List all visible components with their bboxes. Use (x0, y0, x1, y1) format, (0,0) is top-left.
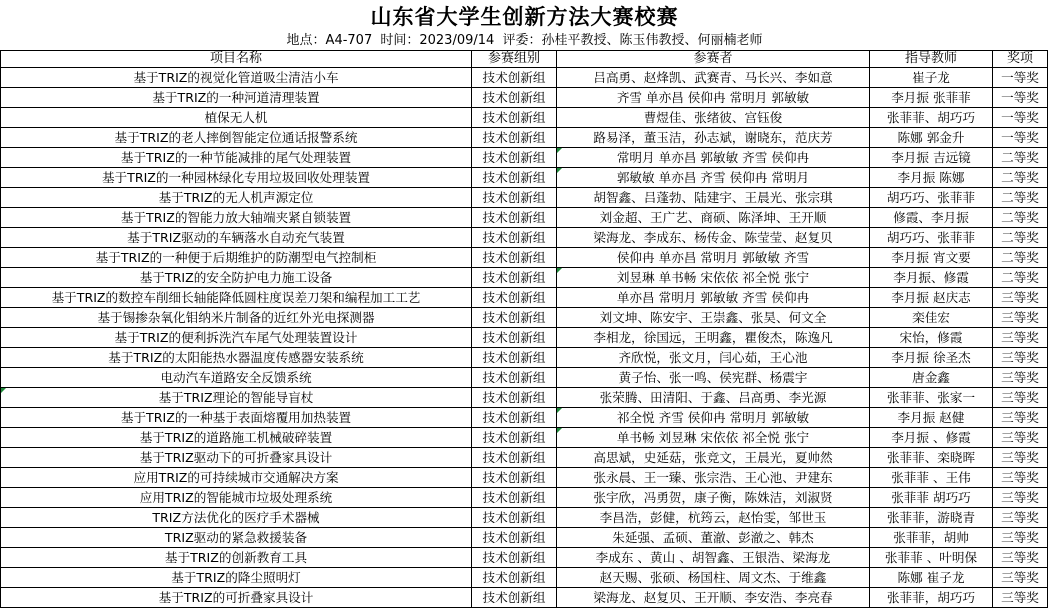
group-cell[interactable]: 技术创新组 (472, 368, 557, 388)
advisor-cell[interactable]: 宋怡，修霞 (870, 328, 993, 348)
project-name-cell[interactable]: 基于TRIZ理论的智能导盲杖 (1, 388, 472, 408)
award-cell[interactable]: 一等奖 (993, 128, 1048, 148)
column-header-project[interactable]: 项目名称 (1, 51, 472, 68)
cell-error-marker-icon (557, 268, 562, 273)
table-row (1, 468, 1048, 488)
advisor-cell[interactable]: 李月振 、修霞 (870, 428, 993, 448)
group-cell[interactable]: 技术创新组 (472, 448, 557, 468)
advisor-cell[interactable]: 修霞、李月振 (870, 208, 993, 228)
group-cell[interactable]: 技术创新组 (472, 268, 557, 288)
members-cell[interactable]: 李相龙，徐国远，王明鑫，瞿俊杰，陈逸凡 (557, 328, 870, 348)
group-cell[interactable]: 技术创新组 (472, 248, 557, 268)
members-cell[interactable]: 路易泽，董玉洁，孙志斌，谢晓东，范庆芳 (557, 128, 870, 148)
table-row (1, 68, 1048, 88)
advisor-cell[interactable]: 李月振 陈娜 (870, 168, 993, 188)
table-row (1, 328, 1048, 348)
members-cell[interactable]: 梁海龙、李成东、杨传金、陈莹莹、赵复贝 (557, 228, 870, 248)
project-name-cell[interactable]: 基于TRIZ的老人摔倒智能定位通话报警系统 (1, 128, 472, 148)
group-cell[interactable]: 技术创新组 (472, 208, 557, 228)
award-cell[interactable]: 三等奖 (993, 548, 1048, 568)
cell-error-marker-icon (1, 388, 6, 393)
members-cell[interactable]: 侯仰冉 单亦昌 常明月 郭敏敏 齐雪 (557, 248, 870, 268)
members-cell[interactable]: 单书畅 刘昱琳 宋依依 祁全悦 张宁 (557, 428, 870, 448)
advisor-cell[interactable]: 张菲菲、张家一 (870, 388, 993, 408)
members-cell[interactable]: 张荣腾、田清阳、于鑫、吕高勇、李光源 (557, 388, 870, 408)
members-cell[interactable]: 常明月 单亦昌 郭敏敏 齐雪 侯仰冉 (557, 148, 870, 168)
advisor-cell[interactable]: 张菲菲 、王伟 (870, 468, 993, 488)
advisor-cell[interactable]: 李月振 张菲菲 (870, 88, 993, 108)
advisor-cell[interactable]: 栾佳宏 (870, 308, 993, 328)
advisor-cell[interactable]: 李月振 吉远镜 (870, 148, 993, 168)
table-row (1, 148, 1048, 168)
table-row (1, 488, 1048, 508)
award-cell[interactable]: 三等奖 (993, 348, 1048, 368)
members-cell[interactable]: 郭敏敏 单亦昌 齐雪 侯仰冉 常明月 (557, 168, 870, 188)
group-cell[interactable]: 技术创新组 (472, 388, 557, 408)
project-name-cell[interactable]: 基于TRIZ的安全防护电力施工设备 (1, 268, 472, 288)
group-cell[interactable]: 技术创新组 (472, 588, 557, 608)
advisor-cell[interactable]: 李月振 赵健 (870, 408, 993, 428)
award-cell[interactable]: 三等奖 (993, 288, 1048, 308)
advisor-cell[interactable]: 李月振 宵文要 (870, 248, 993, 268)
members-cell[interactable]: 齐欣悦，张文月，闫心茹，王心池 (557, 348, 870, 368)
event-info (0, 33, 1049, 49)
advisor-cell[interactable]: 张菲菲、胡巧巧 (870, 108, 993, 128)
award-cell[interactable]: 三等奖 (993, 508, 1048, 528)
members-cell[interactable]: 胡智鑫、吕蓬勃、陆建宇、王晨光、张宗琪 (557, 188, 870, 208)
group-cell[interactable]: 技术创新组 (472, 68, 557, 88)
advisor-cell[interactable]: 唐金鑫 (870, 368, 993, 388)
advisor-cell[interactable]: 李月振 徐圣杰 (870, 348, 993, 368)
project-name-cell[interactable]: TRIZ驱动的紧急救援装备 (1, 528, 472, 548)
table-row (1, 208, 1048, 228)
project-name-cell[interactable]: 电动汽车道路安全反馈系统 (1, 368, 472, 388)
members-cell[interactable]: 李成东 、黄山 、胡智鑫、王银浩、梁海龙 (557, 548, 870, 568)
project-name-cell[interactable]: 基于TRIZ的便利拆洗汽车尾气处理装置设计 (1, 328, 472, 348)
cell-error-marker-icon (557, 148, 562, 153)
group-cell[interactable]: 技术创新组 (472, 548, 557, 568)
advisor-cell[interactable]: 张菲菲 胡巧巧 (870, 488, 993, 508)
table-row (1, 428, 1048, 448)
project-name-cell[interactable]: TRIZ方法优化的医疗手术器械 (1, 508, 472, 528)
advisor-cell[interactable]: 张菲菲，游晓青 (870, 508, 993, 528)
award-cell[interactable]: 三等奖 (993, 428, 1048, 448)
award-cell[interactable]: 三等奖 (993, 388, 1048, 408)
advisor-cell[interactable]: 张菲菲、栾晓晖 (870, 448, 993, 468)
project-name-cell[interactable]: 应用TRIZ的可持续城市交通解决方案 (1, 468, 472, 488)
award-cell[interactable]: 二等奖 (993, 188, 1048, 208)
award-cell[interactable]: 三等奖 (993, 568, 1048, 588)
advisor-cell[interactable]: 李月振 赵庆志 (870, 288, 993, 308)
table-row (1, 128, 1048, 148)
group-cell[interactable]: 技术创新组 (472, 288, 557, 308)
project-name-cell[interactable]: 基于TRIZ的一种节能减排的尾气处理装置 (1, 148, 472, 168)
members-cell[interactable]: 梁海龙、赵复贝、王开顺、李安浩、李亮春 (557, 588, 870, 608)
award-cell[interactable]: 三等奖 (993, 528, 1048, 548)
project-name-cell[interactable]: 基于TRIZ的创新教育工具 (1, 548, 472, 568)
group-cell[interactable]: 技术创新组 (472, 528, 557, 548)
advisor-cell[interactable]: 胡巧巧、张菲菲 (870, 228, 993, 248)
group-cell[interactable]: 技术创新组 (472, 188, 557, 208)
table-row (1, 348, 1048, 368)
table-row (1, 88, 1048, 108)
table-row (1, 168, 1048, 188)
cell-error-marker-icon (557, 408, 562, 413)
advisor-cell[interactable]: 崔子龙 (870, 68, 993, 88)
table-row (1, 268, 1048, 288)
table-row (1, 508, 1048, 528)
members-cell[interactable]: 赵天赐、张硕、杨国柱、周文杰、于维鑫 (557, 568, 870, 588)
members-cell[interactable]: 黄子怡、张一鸣、侯宪群、杨震宇 (557, 368, 870, 388)
group-cell[interactable]: 技术创新组 (472, 108, 557, 128)
table-row (1, 448, 1048, 468)
members-cell[interactable]: 李昌浩，彭健，杭筠云，赵怡雯，邹世玉 (557, 508, 870, 528)
project-name-cell[interactable]: 基于TRIZ驱动的车辆落水自动充气装置 (1, 228, 472, 248)
award-cell[interactable]: 二等奖 (993, 268, 1048, 288)
table-body (1, 68, 1048, 608)
column-header-members[interactable]: 参赛者 (557, 51, 870, 68)
advisor-cell[interactable]: 胡巧巧、张菲菲 (870, 188, 993, 208)
award-cell[interactable]: 三等奖 (993, 588, 1048, 608)
project-name-cell[interactable]: 植保无人机 (1, 108, 472, 128)
group-cell[interactable]: 技术创新组 (472, 508, 557, 528)
table-row (1, 388, 1048, 408)
cell-error-marker-icon (557, 428, 562, 433)
members-cell[interactable]: 刘文坤、陈安宇、王崇鑫、张昊、何文全 (557, 308, 870, 328)
table-row (1, 308, 1048, 328)
table-row (1, 188, 1048, 208)
award-cell[interactable]: 三等奖 (993, 368, 1048, 388)
advisor-cell[interactable]: 张菲菲 、叶明保 (870, 548, 993, 568)
table-header-row (1, 51, 1048, 68)
members-cell[interactable]: 吕高勇、赵烽凯、武赛青、马长兴、李如意 (557, 68, 870, 88)
project-name-cell[interactable]: 基于TRIZ的一种基于表面熔覆用加热装置 (1, 408, 472, 428)
column-header-award[interactable]: 奖项 (993, 51, 1048, 68)
advisor-cell[interactable]: 陈娜 崔子龙 (870, 568, 993, 588)
award-cell[interactable]: 三等奖 (993, 468, 1048, 488)
members-cell[interactable]: 祁全悦 齐雪 侯仰冉 常明月 郭敏敏 (557, 408, 870, 428)
group-cell[interactable]: 技术创新组 (472, 348, 557, 368)
group-cell[interactable]: 技术创新组 (472, 488, 557, 508)
project-name-cell[interactable]: 基于TRIZ的太阳能热水器温度传感器安装系统 (1, 348, 472, 368)
award-cell[interactable]: 三等奖 (993, 448, 1048, 468)
project-name-cell[interactable]: 基于TRIZ的智能力放大轴端夹紧自锁装置 (1, 208, 472, 228)
members-cell[interactable]: 张永晨、王一臻、张宗浩、王心池、尹建东 (557, 468, 870, 488)
project-name-cell[interactable]: 基于TRIZ的数控车削细长轴能降低圆柱度误差刀架和编程加工工艺 (1, 288, 472, 308)
members-cell[interactable]: 张宇欣，冯勇贺，康子衡，陈姝洁，刘淑贤 (557, 488, 870, 508)
project-name-cell[interactable]: 基于锡掺杂氧化钼纳米片制备的近红外光电探测器 (1, 308, 472, 328)
members-cell[interactable]: 单亦昌 常明月 郭敏敏 齐雪 侯仰冉 (557, 288, 870, 308)
award-cell[interactable]: 一等奖 (993, 68, 1048, 88)
cell-error-marker-icon (557, 168, 562, 173)
project-name-cell[interactable]: 基于TRIZ驱动下的可折叠家具设计 (1, 448, 472, 468)
award-cell[interactable]: 一等奖 (993, 108, 1048, 128)
table-row (1, 528, 1048, 548)
project-name-cell[interactable]: 基于TRIZ的可折叠家具设计 (1, 588, 472, 608)
project-name-cell[interactable]: 基于TRIZ的道路施工机械破碎装置 (1, 428, 472, 448)
table-row (1, 108, 1048, 128)
event-time: 时间：2023/09/14 (380, 33, 495, 48)
page-title: 山东省大学生创新方法大赛校赛 (370, 4, 679, 29)
project-name-cell[interactable]: 基于TRIZ的一种便于后期维护的防潮型电气控制柜 (1, 248, 472, 268)
column-header-group[interactable]: 参赛组别 (472, 51, 557, 68)
project-name-cell[interactable]: 基于TRIZ的一种园林绿化专用垃圾回收处理装置 (1, 168, 472, 188)
award-cell[interactable]: 二等奖 (993, 168, 1048, 188)
group-cell[interactable]: 技术创新组 (472, 88, 557, 108)
table-row (1, 588, 1048, 608)
project-name-cell[interactable]: 应用TRIZ的智能城市垃圾处理系统 (1, 488, 472, 508)
group-cell[interactable]: 技术创新组 (472, 568, 557, 588)
advisor-cell[interactable]: 李月振、修霞 (870, 268, 993, 288)
table-row (1, 228, 1048, 248)
award-cell[interactable]: 一等奖 (993, 88, 1048, 108)
members-cell[interactable]: 曹煜佳、张绪彼、宫钰俊 (557, 108, 870, 128)
members-cell[interactable]: 高思斌，史延菇，张竞文，王晨光，夏帅然 (557, 448, 870, 468)
group-cell[interactable]: 技术创新组 (472, 228, 557, 248)
group-cell[interactable]: 技术创新组 (472, 168, 557, 188)
event-judges: 评委：孙桂平教授、陈玉伟教授、何丽楠老师 (502, 33, 763, 48)
award-cell[interactable]: 二等奖 (993, 228, 1048, 248)
table-row (1, 288, 1048, 308)
advisor-cell[interactable]: 张菲菲，胡帅 (870, 528, 993, 548)
advisor-cell[interactable]: 张菲菲，胡巧巧 (870, 588, 993, 608)
award-cell[interactable]: 三等奖 (993, 308, 1048, 328)
group-cell[interactable]: 技术创新组 (472, 128, 557, 148)
award-cell[interactable]: 二等奖 (993, 148, 1048, 168)
award-cell[interactable]: 三等奖 (993, 488, 1048, 508)
project-name-cell[interactable]: 基于TRIZ的一种河道清理装置 (1, 88, 472, 108)
table-row (1, 248, 1048, 268)
members-cell[interactable]: 齐雪 单亦昌 侯仰冉 常明月 郭敏敏 (557, 88, 870, 108)
column-header-advisor[interactable]: 指导教师 (870, 51, 993, 68)
project-name-cell[interactable]: 基于TRIZ的降尘照明灯 (1, 568, 472, 588)
group-cell[interactable]: 技术创新组 (472, 148, 557, 168)
members-cell[interactable]: 刘金超、王广艺、商硕、陈泽坤、王开顺 (557, 208, 870, 228)
award-cell[interactable]: 三等奖 (993, 408, 1048, 428)
group-cell[interactable]: 技术创新组 (472, 408, 557, 428)
award-cell[interactable]: 三等奖 (993, 328, 1048, 348)
award-cell[interactable]: 二等奖 (993, 208, 1048, 228)
event-location: 地点：A4-707 (286, 33, 373, 48)
group-cell[interactable]: 技术创新组 (472, 328, 557, 348)
award-cell[interactable]: 二等奖 (993, 248, 1048, 268)
group-cell[interactable]: 技术创新组 (472, 468, 557, 488)
project-name-cell[interactable]: 基于TRIZ的无人机声源定位 (1, 188, 472, 208)
results-table (0, 50, 1048, 608)
project-name-cell[interactable]: 基于TRIZ的视觉化管道吸尘清洁小车 (1, 68, 472, 88)
table-row (1, 408, 1048, 428)
group-cell[interactable]: 技术创新组 (472, 308, 557, 328)
members-cell[interactable]: 朱延强、孟硕、董澈、彭澈之、韩杰 (557, 528, 870, 548)
table-row (1, 368, 1048, 388)
group-cell[interactable]: 技术创新组 (472, 428, 557, 448)
table-row (1, 548, 1048, 568)
advisor-cell[interactable]: 陈娜 郭金升 (870, 128, 993, 148)
table-row (1, 568, 1048, 588)
members-cell[interactable]: 刘昱琳 单书畅 宋依依 祁全悦 张宁 (557, 268, 870, 288)
